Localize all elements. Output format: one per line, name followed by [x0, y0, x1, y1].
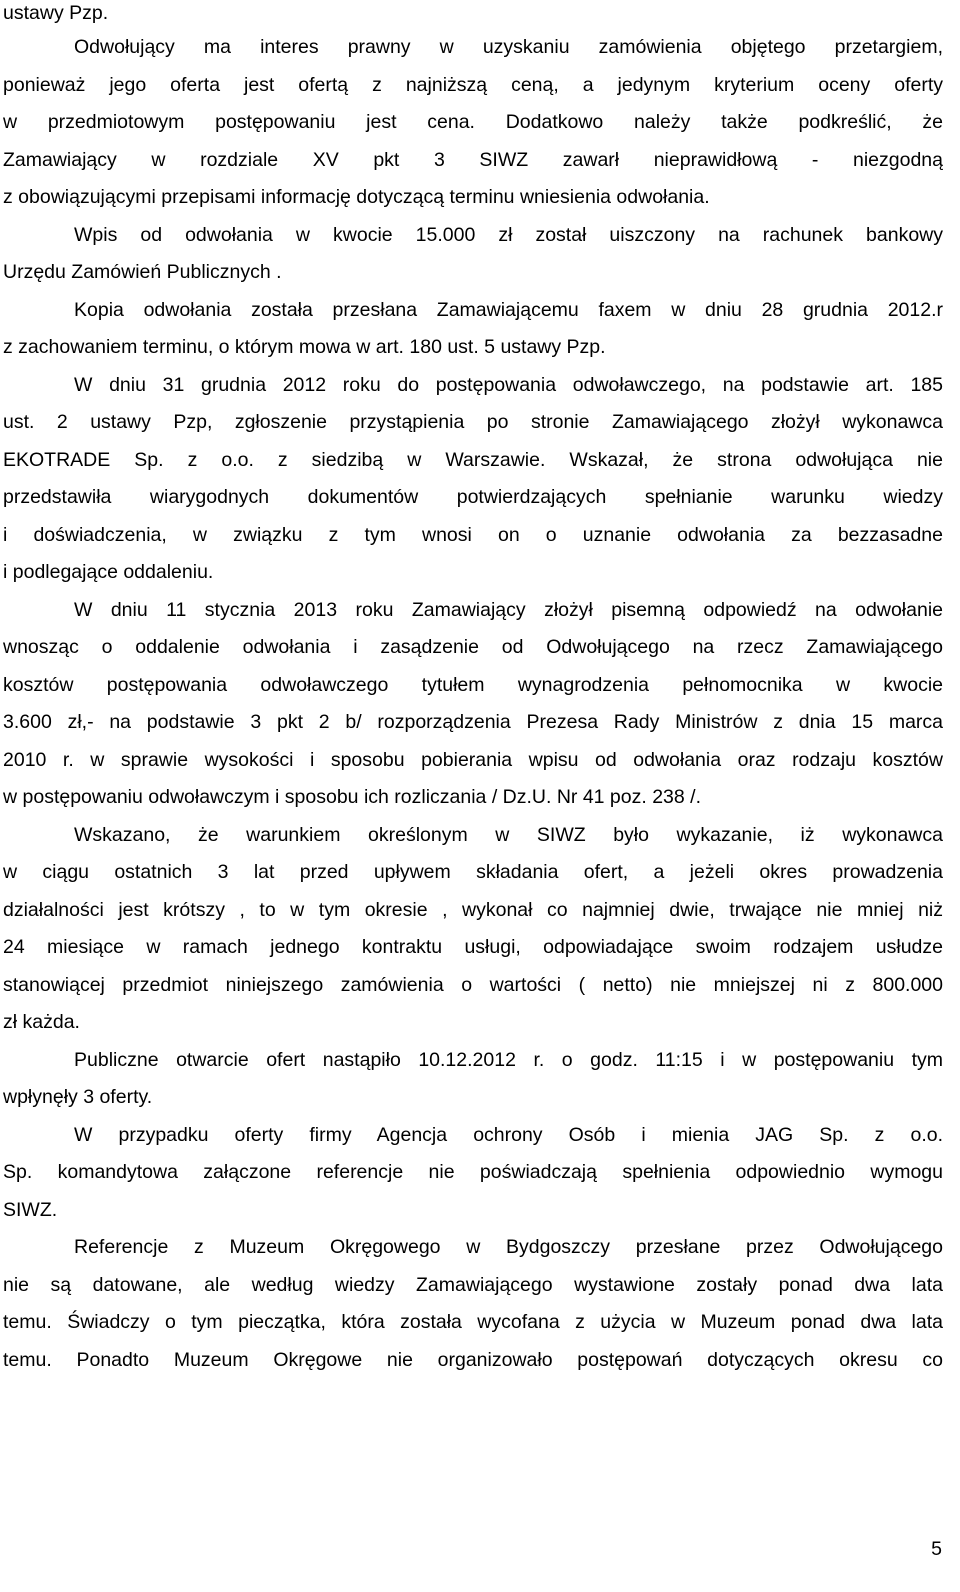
- text-line: SIWZ.: [3, 1198, 58, 1221]
- text-line: zł każda.: [3, 1011, 80, 1033]
- text-line: przedstawiła wiarygodnych dokumentów potwierdzających spełnianie warunku wiedzy: [3, 486, 943, 508]
- text-line: wpłynęły 3 oferty.: [3, 1086, 153, 1108]
- text-line: W dniu 31 grudnia 2012 roku do postępowania odwoławczego, na podstawie art. 185: [74, 373, 943, 396]
- text-line: w ciągu ostatnich 3 lat przed upływem składania ofert, a jeżeli okres prowadzenia: [3, 861, 943, 883]
- text-line: 24 miesiące w ramach jednego kontraktu usługi, odpowiadające swoim rodzajem usłudze: [3, 936, 943, 958]
- text-line: stanowiącej przedmiot niniejszego zamówienia o wartości ( netto) nie mniejszej ni z 800.000: [3, 973, 943, 996]
- text-line: z zachowaniem terminu, o którym mowa w art. 180 ust. 5 ustawy Pzp.: [3, 336, 606, 358]
- text-line: Referencje z Muzeum Okręgowego w Bydgoszczy przesłane przez Odwołującego: [74, 1236, 943, 1258]
- text-line: ponieważ jego oferta jest ofertą z najniższą ceną, a jedynym kryterium oceny oferty: [3, 73, 943, 96]
- text-line: Sp. komandytowa załączone referencje nie poświadczają spełnienia odpowiednio wymogu: [3, 1161, 943, 1183]
- text-line: nie są datowane, ale według wiedzy Zamawiającego wystawione zostały ponad dwa lata: [3, 1273, 943, 1296]
- text-line: W dniu 11 stycznia 2013 roku Zamawiający złożył pisemną odpowiedź na odwołanie: [74, 598, 943, 621]
- text-line: Wskazano, że warunkiem określonym w SIWZ było wykazanie, iż wykonawca: [74, 823, 943, 846]
- text-line: W przypadku oferty firmy Agencja ochrony Osób i mienia JAG Sp. z o.o.: [74, 1123, 943, 1146]
- text-line: z obowiązującymi przepisami informację dotyczącą terminu wniesienia odwołania.: [3, 186, 710, 208]
- page-number: 5: [931, 1538, 942, 1560]
- text-line: Kopia odwołania została przesłana Zamawiającemu faxem w dniu 28 grudnia 2012.r: [74, 298, 943, 321]
- text-line: 2010 r. w sprawie wysokości i sposobu pobierania wpisu od odwołania oraz rodzaju kosztów: [3, 748, 943, 771]
- text-line: EKOTRADE Sp. z o.o. z siedzibą w Warszawie. Wskazał, że strona odwołująca nie: [3, 448, 943, 471]
- text-line: ust. 2 ustawy Pzp, zgłoszenie przystąpienia po stronie Zamawiającego złożył wykonawca: [3, 411, 943, 433]
- text-line: kosztów postępowania odwoławczego tytułem wynagrodzenia pełnomocnika w kwocie: [3, 673, 943, 696]
- text-line: w postępowaniu odwoławczym i sposobu ich rozliczania / Dz.U. Nr 41 poz. 238 /.: [3, 786, 701, 808]
- text-line: 3.600 zł,- na podstawie 3 pkt 2 b/ rozporządzenia Prezesa Rady Ministrów z dnia 15 marca: [3, 711, 943, 733]
- text-line: i doświadczenia, w związku z tym wnosi on o uznanie odwołania za bezzasadne: [3, 523, 943, 546]
- text-line: i podlegające oddaleniu.: [3, 561, 214, 583]
- text-line: temu. Świadczy o tym pieczątka, która została wycofana z użycia w Muzeum ponad dwa lata: [3, 1311, 943, 1333]
- text-line: wnosząc o oddalenie odwołania i zasądzenie od Odwołującego na rzecz Zamawiającego: [3, 636, 943, 658]
- text-line: Zamawiający w rozdziale XV pkt 3 SIWZ zawarł nieprawidłową - niezgodną: [3, 148, 943, 171]
- text-line: temu. Ponadto Muzeum Okręgowe nie organizowało postępowań dotyczących okresu co: [3, 1348, 943, 1371]
- text-line: Wpis od odwołania w kwocie 15.000 zł został uiszczony na rachunek bankowy: [74, 223, 943, 246]
- text-line: Publiczne otwarcie ofert nastąpiło 10.12.2012 r. o godz. 11:15 i w postępowaniu tym: [74, 1048, 943, 1071]
- text-line: działalności jest krótszy , to w tym okresie , wykonał co najmniej dwie, trwające nie mniej niż: [3, 898, 943, 921]
- text-line: ustawy Pzp.: [3, 2, 109, 24]
- text-line: Urzędu Zamówień Publicznych .: [3, 261, 282, 283]
- document-body: [3, 0, 943, 1379]
- text-line: w przedmiotowym postępowaniu jest cena. Dodatkowo należy także podkreślić, że: [3, 111, 943, 133]
- text-line: Odwołujący ma interes prawny w uzyskaniu zamówienia objętego przetargiem,: [74, 36, 943, 58]
